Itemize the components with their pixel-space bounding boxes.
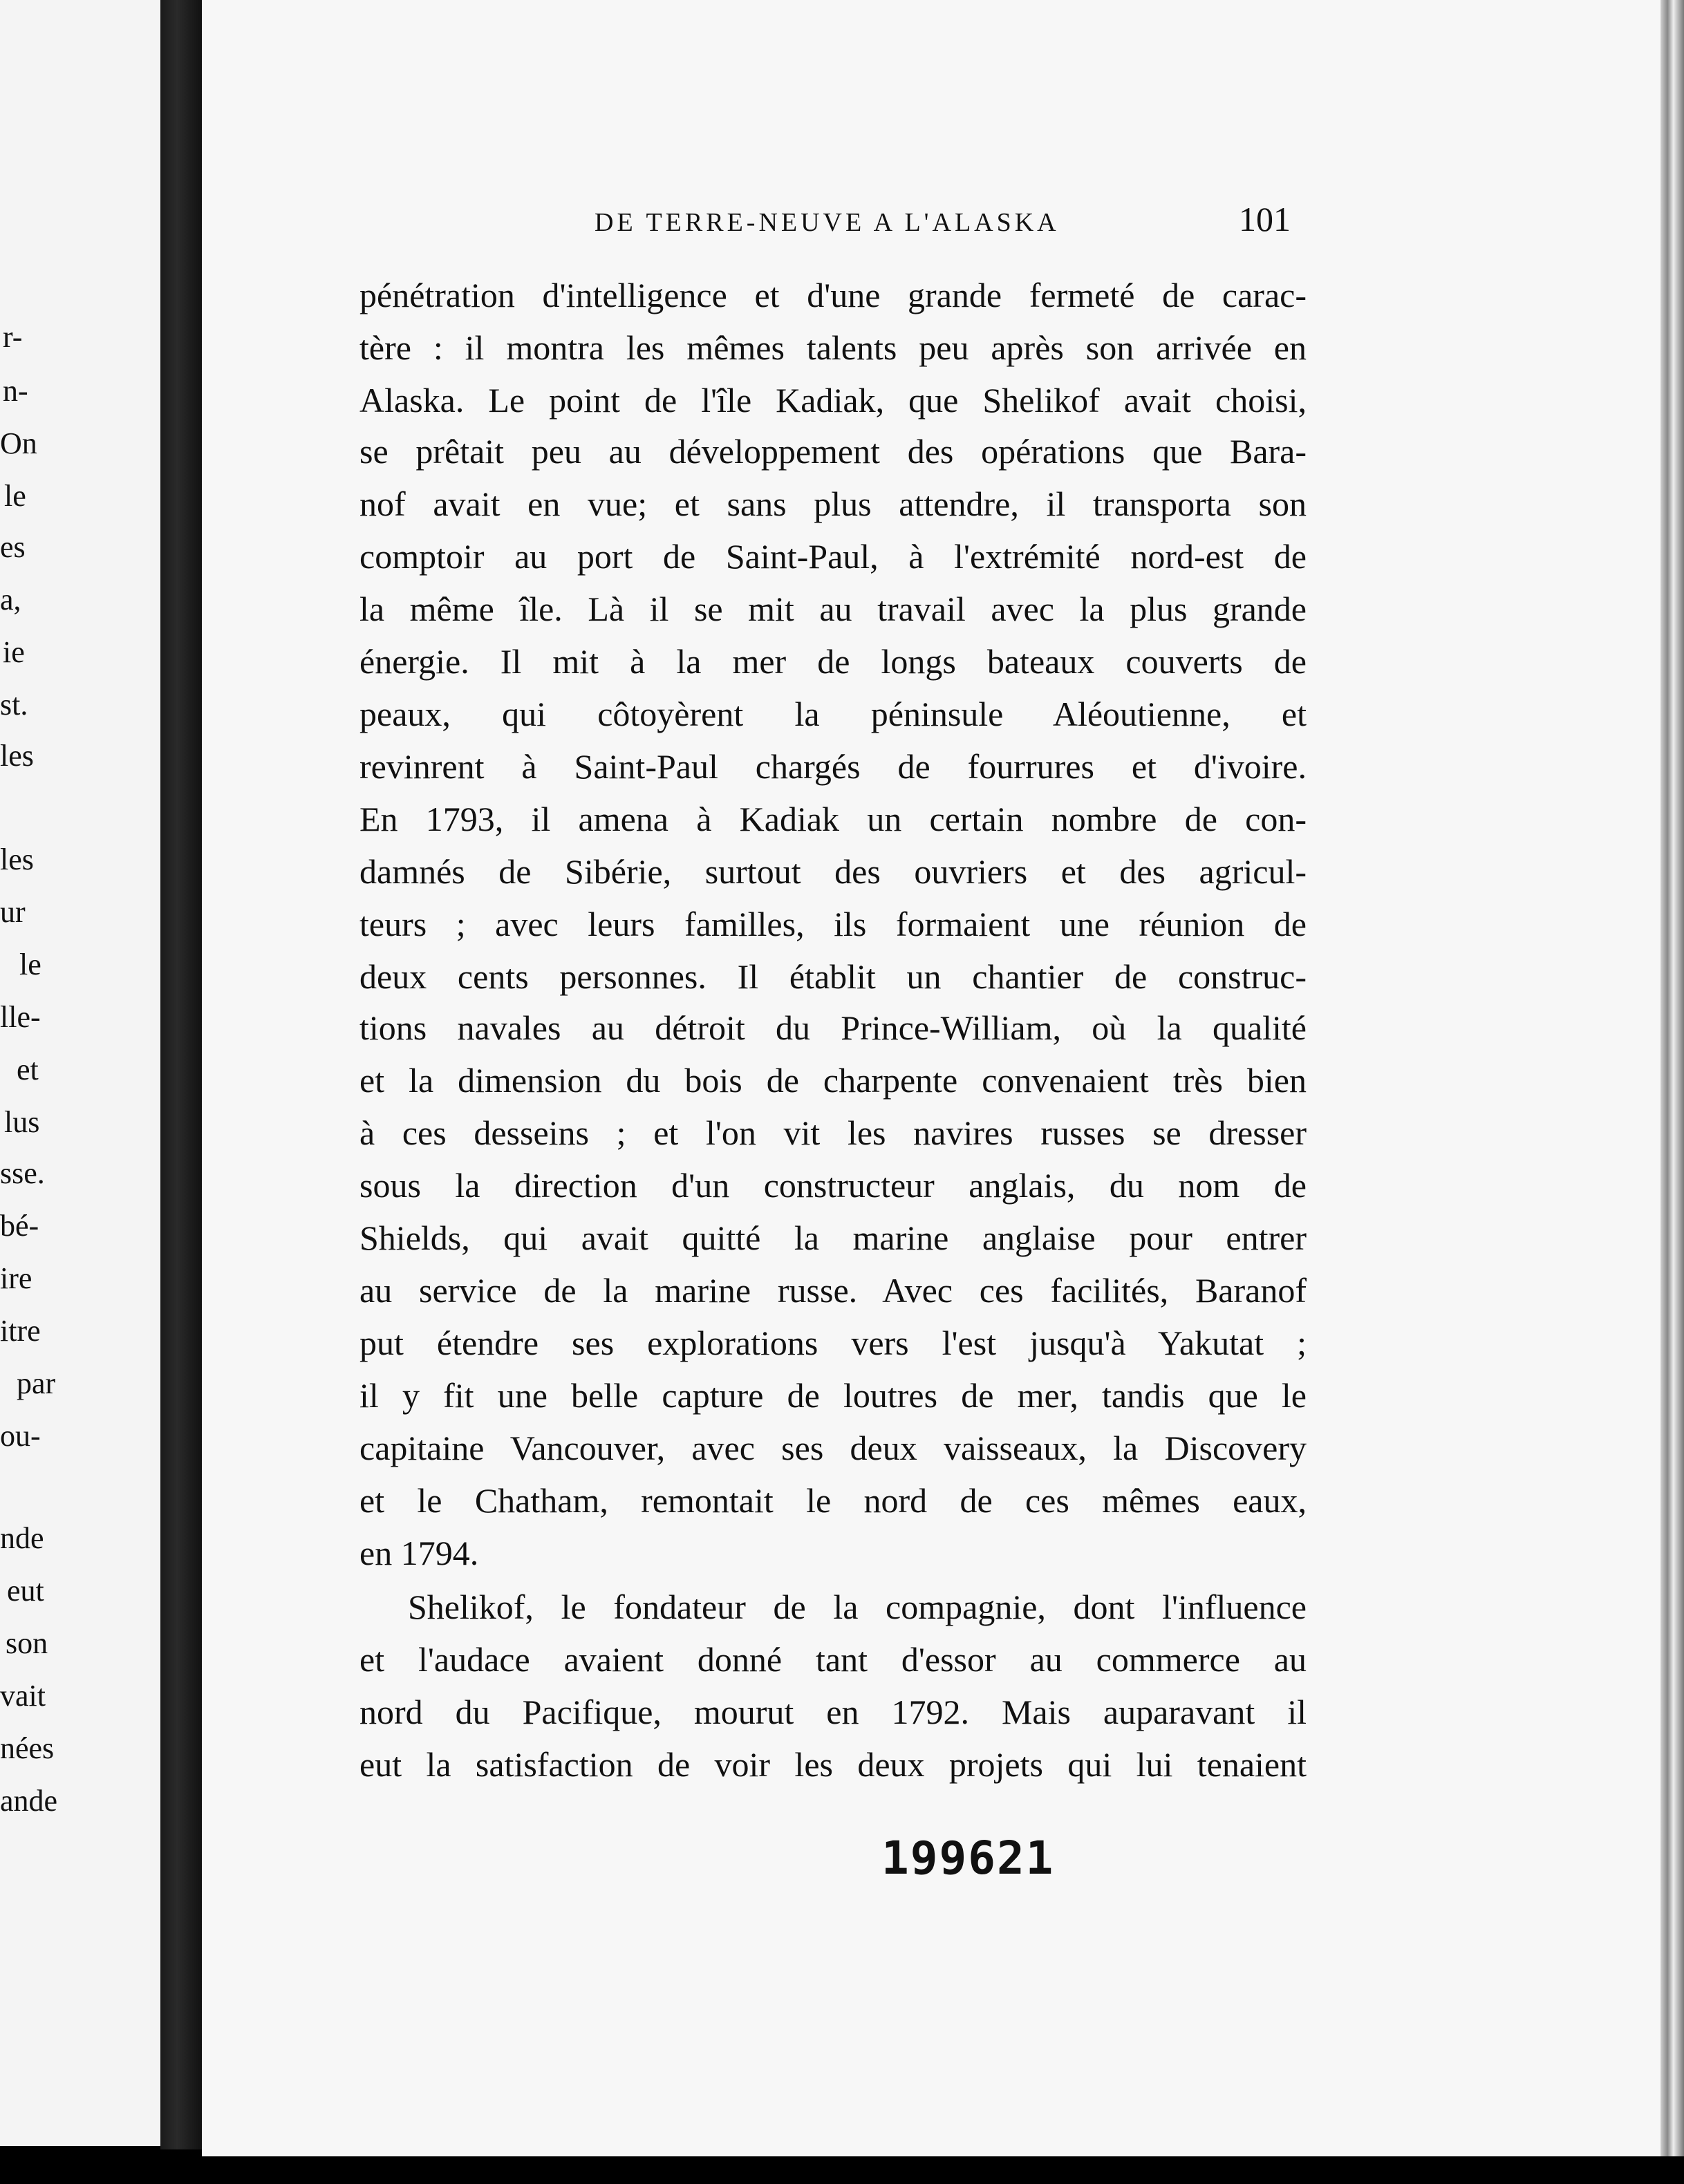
text-line: En 1793, il amena à Kadiak un certain nombre de con- xyxy=(359,800,1307,838)
facing-page-fragment: ur xyxy=(0,895,26,929)
text-line: Shields, qui avait quitté la marine anglaise pour entrer xyxy=(359,1218,1307,1257)
text-line: au service de la marine russe. Avec ces facilités, Baranof xyxy=(359,1271,1307,1310)
facing-page-fragment: les xyxy=(0,842,34,876)
facing-page-fragment: bé- xyxy=(0,1209,39,1243)
text-line: il y fit une belle capture de loutres de mer, tandis que le xyxy=(359,1376,1307,1415)
facing-page-fragment: par xyxy=(17,1366,56,1400)
book-gutter xyxy=(160,0,202,2149)
text-line: et l'audace avaient donné tant d'essor au commerce au xyxy=(359,1640,1307,1679)
text-line: damnés de Sibérie, surtout des ouvriers et des agricul- xyxy=(359,852,1307,891)
text-line: peaux, qui côtoyèrent la péninsule Aléoutienne, et xyxy=(359,695,1307,733)
text-line: nord du Pacifique, mourut en 1792. Mais auparavant il xyxy=(359,1693,1307,1731)
text-line: pénétration d'intelligence et d'une grande fermeté de carac- xyxy=(359,276,1307,314)
facing-page-fragment: n- xyxy=(3,374,28,408)
text-line: put étendre ses explorations vers l'est jusqu'à Yakutat ; xyxy=(359,1324,1307,1362)
facing-page-fragment: ie xyxy=(3,635,25,669)
facing-page-fragment: lle- xyxy=(0,1000,41,1034)
page-edge xyxy=(1660,0,1684,2156)
text-line: tions navales au détroit du Prince-William, où la qualité xyxy=(359,1008,1307,1047)
facing-page-fragment: son xyxy=(6,1626,48,1660)
text-line: se prêtait peu au développement des opérations que Bara- xyxy=(359,432,1307,471)
facing-page-fragment: lus xyxy=(4,1105,40,1139)
text-line: tère : il montra les mêmes talents peu après son arrivée en xyxy=(359,328,1307,367)
facing-page xyxy=(0,0,160,2146)
text-line: teurs ; avec leurs familles, ils formaient une réunion de xyxy=(359,905,1307,943)
text-line: en 1794. xyxy=(359,1534,479,1572)
text-line: capitaine Vancouver, avec ses deux vaisseaux, la Discovery xyxy=(359,1429,1307,1467)
text-line: nof avait en vue; et sans plus attendre, il transporta son xyxy=(359,484,1307,523)
facing-page-fragment: On xyxy=(0,426,37,460)
page-number: 101 xyxy=(1239,200,1291,238)
facing-page-fragment: ande xyxy=(0,1784,58,1818)
facing-page-fragment: nde xyxy=(0,1521,44,1555)
text-line: Alaska. Le point de l'île Kadiak, que Shelikof avait choisi, xyxy=(359,381,1307,420)
running-head: DE TERRE-NEUVE A L'ALASKA xyxy=(595,208,1060,237)
facing-page-fragment: es xyxy=(0,530,26,564)
facing-page-fragment: vait xyxy=(0,1679,46,1713)
facing-page-fragment: et xyxy=(17,1053,39,1086)
facing-page-fragment: st. xyxy=(0,688,28,722)
text-line: Shelikof, le fondateur de la compagnie, dont l'influence xyxy=(408,1588,1307,1626)
facing-page-fragment: r- xyxy=(3,320,23,354)
text-line: énergie. Il mit à la mer de longs bateaux couverts de xyxy=(359,642,1307,681)
facing-page-fragment: le xyxy=(4,479,26,513)
facing-page-fragment: ou- xyxy=(0,1419,41,1453)
text-line: revinrent à Saint-Paul chargés de fourrures et d'ivoire. xyxy=(359,747,1307,786)
text-line: et le Chatham, remontait le nord de ces mêmes eaux, xyxy=(359,1481,1307,1520)
text-line: sous la direction d'un constructeur anglais, du nom de xyxy=(359,1166,1307,1205)
facing-page-fragment: a, xyxy=(0,583,21,616)
facing-page-fragment: itre xyxy=(0,1314,41,1348)
text-line: deux cents personnes. Il établit un chantier de construc- xyxy=(359,957,1307,996)
facing-page-fragment: eut xyxy=(7,1574,44,1608)
facing-page-fragment: sse. xyxy=(0,1156,45,1190)
text-line: eut la satisfaction de voir les deux projets qui lui tenaient xyxy=(359,1745,1307,1784)
facing-page-fragment: le xyxy=(19,948,41,981)
text-line: à ces desseins ; et l'on vit les navires russes se dresser xyxy=(359,1113,1307,1152)
catalog-number: 199621 xyxy=(881,1832,1055,1885)
text-line: et la dimension du bois de charpente convenaient très bien xyxy=(359,1061,1307,1100)
scan-border xyxy=(0,2156,1684,2184)
facing-page-fragment: nées xyxy=(0,1731,55,1765)
facing-page-fragment: les xyxy=(0,739,34,773)
facing-page-fragment: ire xyxy=(0,1261,32,1295)
text-line: la même île. Là il se mit au travail avec la plus grande xyxy=(359,590,1307,628)
text-line: comptoir au port de Saint-Paul, à l'extrémité nord-est de xyxy=(359,537,1307,576)
